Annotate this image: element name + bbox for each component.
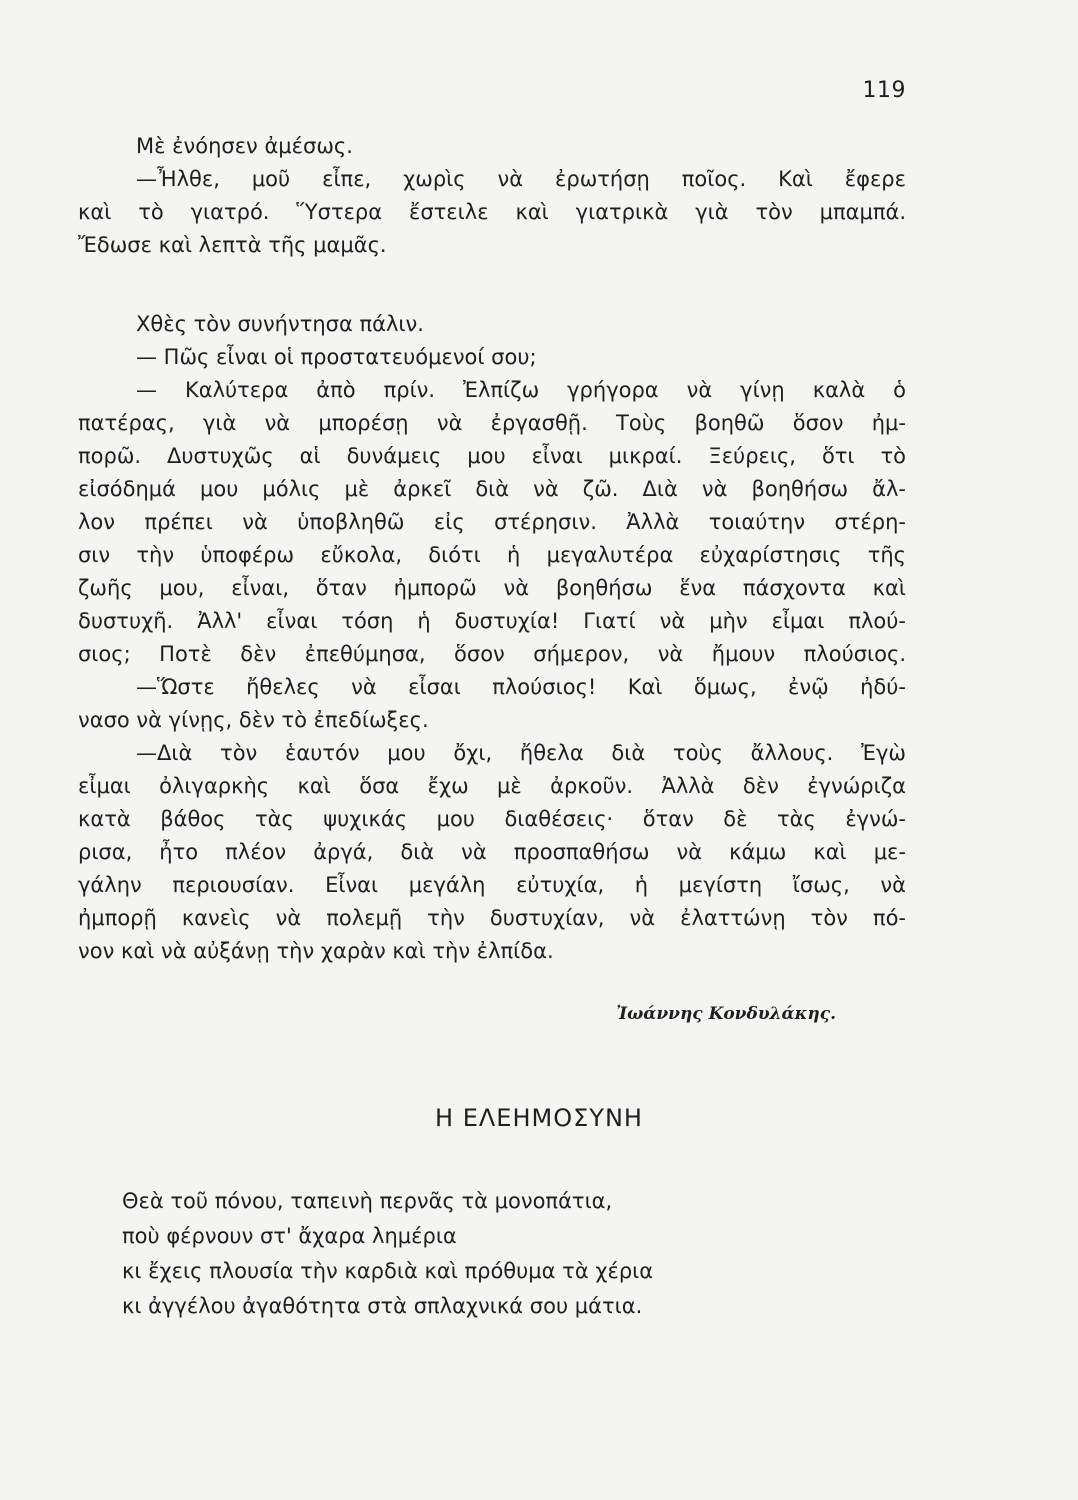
poem-line: κι ἀγγέλου ἀγαθότητα στὰ σπλαχνικά σου μάτια. [122,1294,643,1318]
text-line: —Ὥστε ἤθελες νὰ εἶσαι πλούσιος! Καὶ ὅμως, ἐνῷ ἠδύ- [136,675,906,699]
poem-line: Θεὰ τοῦ πόνου, ταπεινὴ περνᾶς τὰ μονοπάτια, [122,1189,613,1213]
text-line: —Διὰ τὸν ἑαυτόν μου ὄχι, ἤθελα διὰ τοὺς ἄλλους. Ἐγὼ [136,741,906,765]
text-line: νασο νὰ γίνῃς, δὲν τὸ ἐπεδίωξες. [78,708,429,732]
text-line: — Καλύτερα ἀπὸ πρίν. Ἐλπίζω γρήγορα νὰ γίνῃ καλὰ ὁ [136,378,906,402]
text-line: σιν τὴν ὑποφέρω εὔκολα, διότι ἡ μεγαλυτέρα εὐχαρίστησις τῆς [78,543,906,567]
text-line: —Ἦλθε, μοῦ εἶπε, χωρὶς νὰ ἐρωτήσῃ ποῖος. Καὶ ἔφερε [136,167,906,191]
text-line: σιος; Ποτὲ δὲν ἐπεθύμησα, ὅσον σήμερον, νὰ ἤμουν πλούσιος. [78,642,906,666]
dialogue-block-1 [78,130,906,262]
text-line: εἰσόδημά μου μόλις μὲ ἀρκεῖ διὰ νὰ ζῶ. Διὰ νὰ βοηθήσω ἄλ- [78,477,906,501]
author-signature: Ἰωάννης Κονδυλάκης. [616,1004,836,1024]
text-line: πατέρας, γιὰ νὰ μπορέσῃ νὰ ἐργασθῇ. Τοὺς βοηθῶ ὅσον ἠμ- [78,411,906,435]
text-line: γάλην περιουσίαν. Εἶναι μεγάλη εὐτυχία, ἡ μεγίστη ἴσως, νὰ [78,873,906,897]
text-line: Χθὲς τὸν συνήντησα πάλιν. [136,312,424,336]
text-line: πορῶ. Δυστυχῶς αἱ δυνάμεις μου εἶναι μικραί. Ξεύρεις, ὅτι τὸ [78,444,906,468]
text-line: νον καὶ νὰ αὐξάνῃ τὴν χαρὰν καὶ τὴν ἐλπίδα. [78,939,554,963]
poem-body [122,1184,922,1324]
page-number: 119 [862,78,906,103]
text-line: ἠμπορῇ κανεὶς νὰ πολεμῇ τὴν δυστυχίαν, νὰ ἐλαττώνῃ τὸν πό- [78,906,906,930]
text-line: λον πρέπει νὰ ὑποβληθῶ εἰς στέρησιν. Ἀλλὰ τοιαύτην στέρη- [78,510,906,534]
text-line: Μὲ ἐνόησεν ἀμέσως. [136,134,353,158]
text-line: ρισα, ἦτο πλέον ἀργά, διὰ νὰ προσπαθήσω νὰ κάμω καὶ με- [78,840,906,864]
poem-line: κι ἔχεις πλουσία τὴν καρδιὰ καὶ πρόθυμα τὰ χέρια [122,1259,654,1283]
dialogue-block-2 [78,308,906,968]
text-line: δυστυχῆ. Ἀλλ' εἶναι τόση ἡ δυστυχία! Γιατί νὰ μὴν εἶμαι πλού- [78,609,906,633]
poem-line: ποὺ φέρνουν στ' ἄχαρα λημέρια [122,1224,457,1248]
text-line: — Πῶς εἶναι οἱ προστατευόμενοί σου; [136,345,537,369]
text-line: καὶ τὸ γιατρό. Ὕστερα ἔστειλε καὶ γιατρικὰ γιὰ τὸν μπαμπά. [78,200,906,224]
text-line: ζωῆς μου, εἶναι, ὅταν ἠμπορῶ νὰ βοηθήσω ἕνα πάσχοντα καὶ [78,576,906,600]
text-line: Ἔδωσε καὶ λεπτὰ τῆς μαμᾶς. [78,233,387,257]
text-line: εἶμαι ὀλιγαρκὴς καὶ ὅσα ἔχω μὲ ἀρκοῦν. Ἀλλὰ δὲν ἐγνώριζα [78,774,906,798]
text-line: κατὰ βάθος τὰς ψυχικάς μου διαθέσεις· ὅταν δὲ τὰς ἐγνώ- [78,807,906,831]
poem-title: Η ΕΛΕΗΜΟΣΥΝΗ [435,1104,643,1132]
